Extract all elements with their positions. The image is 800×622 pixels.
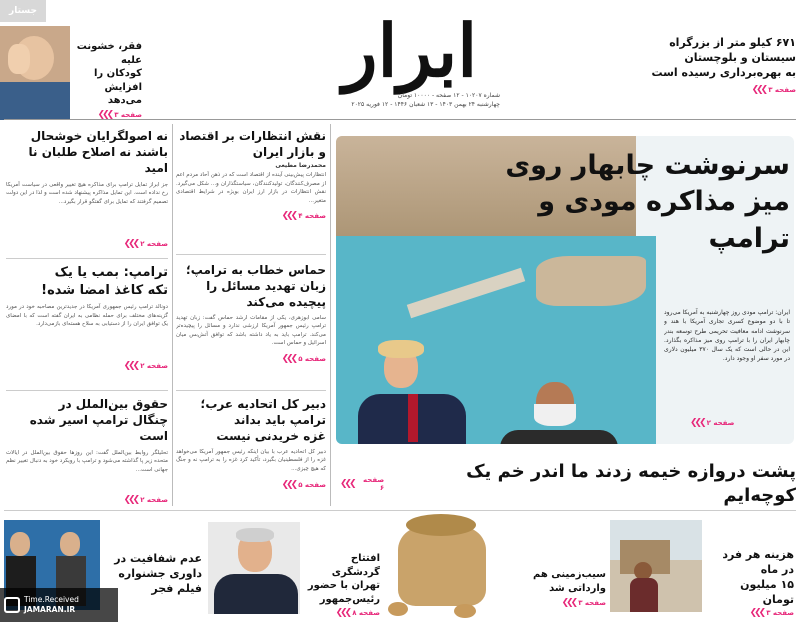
- banner-headline[interactable]: پشت دروازه خیمه زدند ما اندر خم یک کوچه‌ایم صفحه ۶ ❯❯❯: [340, 461, 796, 507]
- column-divider: [330, 124, 331, 506]
- page-ref: صفحه ۳: [768, 85, 796, 94]
- arrows-icon: ❯❯❯: [123, 494, 138, 505]
- arrows-icon: ❯❯❯: [281, 211, 296, 222]
- page-ref: صفحه ۸: [352, 609, 380, 617]
- page-ref: صفحه ۳: [766, 609, 794, 618]
- divider: [176, 390, 326, 391]
- article-expectations[interactable]: نقش انتظارات بر اقتصاد و بازار ایران محمدرضا مطیعی انتظارات پیش‌بینی آینده از اقتصاد است که در ذهن آحاد مردم اعم از مصرف‌کنندگان، تولیدکنندگان، سیاستگذاران و... شکل می‌گیرد. نقش انتظارات در بازار ارز ایران بویژه در شرایط اقتصادی متغیر... صفحه ۴ ❯❯❯: [176, 129, 326, 222]
- author: محمدرضا مطیعی: [275, 162, 326, 170]
- arrows-icon: ❯❯❯: [751, 84, 766, 95]
- article-trump-bomb[interactable]: ترامپ: بمب یا یک تکه کاغذ امضا شده! دونالد ترامپ رئیس جمهوری آمریکا در جدیدترین مصاحبه خود در مورد گزینه‌های مختلف برای حمله نظامی به ایران گفته است که با امضای یک توافق ایران را از دستیابی به سلاح هسته‌ای بازمی‌دارد. صفحه ۲ ❯❯❯: [6, 265, 168, 372]
- article-fajr-festival[interactable]: عدم شفافیت در داوری جشنواره فیلم فجر: [114, 552, 202, 595]
- page-ref: صفحه ۵: [298, 480, 326, 489]
- arrows-icon: ❯❯❯: [340, 479, 354, 490]
- article-hamas[interactable]: حماس خطاب به ترامپ؛ زبان تهدید مسائل را پیچیده می‌کند سامی ابوزهری، یکی از مقامات ارشد حماس گفت: زبان تهدید ترامپ رئیس جمهور آمریکا ارزشی ندارد و مسائل را پیچیده‌تر می‌کند. ترامپ باید به یاد داشته باشد که توافق آتش‌بس میان اسرائیل و حماس است. صفحه ۵ ❯❯❯: [176, 263, 326, 364]
- arrows-icon: ❯❯❯: [690, 418, 704, 428]
- arrows-icon: ❯❯❯: [749, 608, 764, 619]
- column-divider: [172, 124, 173, 506]
- teaser-highway[interactable]: ۶۷۱ کیلو متر از بزرگراه سیستان و بلوچستان به بهره‌برداری رسیده است صفحه ۳ ❯❯❯: [651, 36, 796, 95]
- potato-sack-photo: [384, 510, 500, 620]
- masthead-badge: [0, 0, 46, 22]
- page-ref: صفحه ۲: [140, 362, 168, 371]
- hero-summary: ایران: ترامپ مودی روز چهارشنبه به آمریکا می‌رود تا با دو موضوع کسری تجاری آمریکا با هند و سرنوشت ادامه معافیت تحریمی طرح توسعه بندر چابهار ایران را با ترامپ روی میز مذاکره بگذارد. این در حالی است که یک سال ۳۷۰ میلیون دلاری در مورد سفر او وجود دارد.: [664, 309, 790, 363]
- page-ref: صفحه ۵: [298, 354, 326, 363]
- newspaper-logo: ابرار: [342, 8, 478, 93]
- watermark-logo-icon: [4, 597, 20, 613]
- page-ref: صفحه ۲: [140, 239, 168, 248]
- baluch-girl-photo: [610, 520, 702, 612]
- arrows-icon: ❯❯❯: [123, 238, 138, 249]
- child-photo: [0, 26, 70, 120]
- article-arab-league[interactable]: دبیر کل اتحادیه عرب؛ ترامپ باید بداند غزه خریدنی نیست دبیر کل اتحادیه عرب با بیان اینکه رئیس جمهور آمریکا می‌خواهد غزه را از فلسطینیان بگیرد، تأکید کرد غزه را به ترامپ نه و جنگ که هیچ چیزی... صفحه ۵ ❯❯❯: [176, 397, 326, 490]
- watermark-line-1: Time.Received: [24, 595, 79, 605]
- divider: [6, 390, 168, 391]
- date-line: چهارشنبه ۲۴ بهمن ۱۴۰۳ - ۱۳ شعبان ۱۴۴۶ - ۱۲ فوریه ۲۰۲۵: [351, 101, 500, 108]
- article-tourism[interactable]: افتتاح گردشگری تهران با حضور رئیس‌جمهور صفحه ۸ ❯❯❯: [307, 553, 380, 618]
- hero-headline[interactable]: سرنوشت چابهار روی میز مذاکره مودی و ترامپ: [505, 150, 790, 254]
- page-ref: صفحه ۴: [298, 212, 326, 221]
- issue-line: شماره ۱۰۲۰۷ - ۱۲ صفحه - ۱۰۰۰۰ تومان: [397, 92, 500, 99]
- arrows-icon: ❯❯❯: [281, 479, 296, 490]
- article-living-cost[interactable]: هزینه هر فرد در ماه ۱۵ میلیون تومان صفحه ۳ ❯❯❯: [722, 548, 794, 619]
- page-ref: صفحه ۳: [578, 599, 606, 607]
- badge-label: جستار: [9, 6, 37, 16]
- page-ref: صفحه ۶: [363, 476, 385, 493]
- divider: [176, 254, 326, 255]
- watermark: [0, 588, 118, 622]
- article-potatoes[interactable]: سیب‌زمینی هم وارداتی شد صفحه ۳ ❯❯❯: [533, 569, 606, 608]
- president-photo: [208, 522, 300, 614]
- page-ref: صفحه ۲: [140, 495, 168, 504]
- article-reformists[interactable]: نه اصولگرایان خوشحال باشند نه اصلاح طلبان نا امید جز ابراز تمایل ترامپ برای مذاکره هیچ تغییر واقعی در سیاست آمریکا رخ نداده است. این تمایل مذاکره پیشنهاد شده است و لذا در این دولت تصمیم گرفتند که تمایل برای گفتگو قرار بگیرد... صفحه ۲ ❯❯❯: [6, 129, 168, 249]
- watermark-line-2: JAMARAN.IR: [24, 605, 76, 614]
- hero-page-ref[interactable]: صفحه ۲ ❯❯❯: [690, 418, 735, 428]
- page-ref: صفحه ۳: [114, 110, 142, 119]
- masthead-divider: [4, 119, 796, 120]
- divider: [6, 258, 168, 259]
- arrows-icon: ❯❯❯: [281, 353, 296, 364]
- arrows-icon: ❯❯❯: [123, 361, 138, 372]
- arrows-icon: ❯❯❯: [335, 608, 350, 618]
- arrows-icon: ❯❯❯: [561, 598, 576, 608]
- teaser-child-violence[interactable]: فقر، خشونت علیه کودکان را افزایش می‌دهد صفحه ۳ ❯❯❯: [76, 41, 142, 120]
- article-intl-law[interactable]: حقوق بین‌الملل در چنگال ترامپ اسیر شده است تحلیلگر روابط بین‌الملل گفت: این روزها حقوق بین‌الملل در ایالات متحده زیر پا گذاشته می‌شود و ترامپ با رویکرد خود به دنبال تغییر نظم جهانی است... صفحه ۲ ❯❯❯: [6, 397, 168, 505]
- arrows-icon: ❯❯❯: [97, 109, 112, 120]
